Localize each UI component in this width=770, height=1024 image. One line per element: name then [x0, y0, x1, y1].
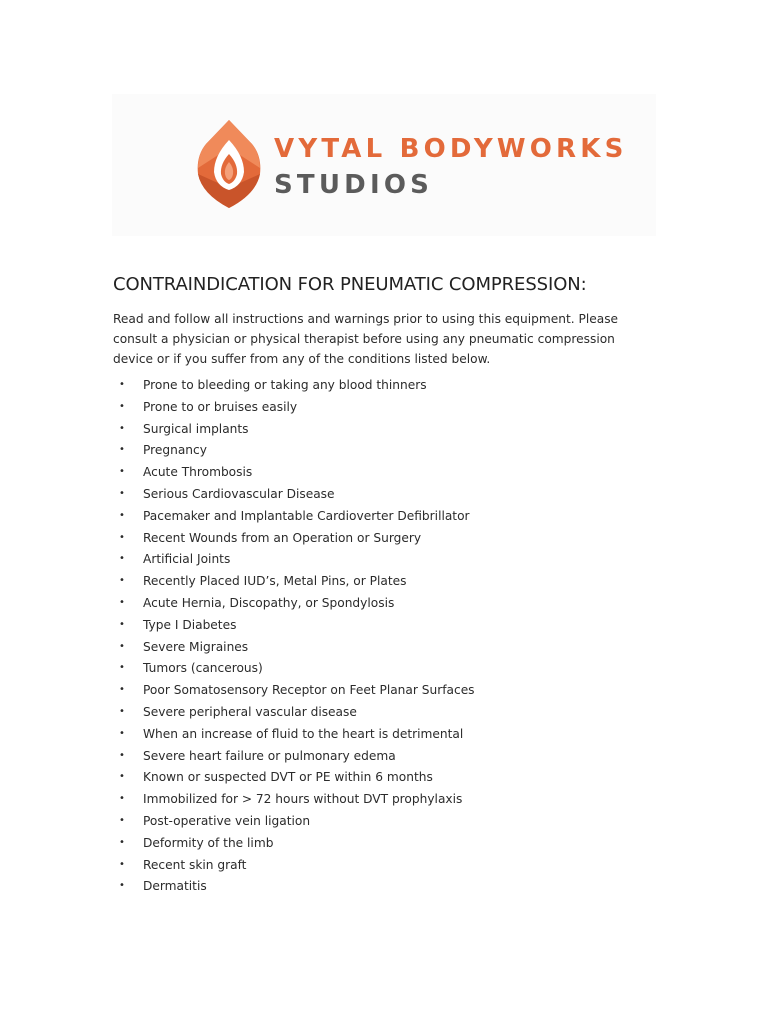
- list-item-text: Severe peripheral vascular disease: [143, 704, 357, 719]
- bullet-icon: •: [119, 684, 125, 696]
- bullet-icon: •: [119, 705, 125, 717]
- list-item-text: Tumors (cancerous): [143, 661, 263, 676]
- list-item-text: Severe Migraines: [143, 639, 249, 654]
- bullet-icon: •: [119, 422, 125, 434]
- bullet-icon: •: [119, 793, 125, 805]
- list-item-text: Post-operative vein ligation: [143, 813, 311, 828]
- list-item-text: Prone to or bruises easily: [143, 399, 298, 414]
- list-item-text: Type I Diabetes: [143, 617, 237, 632]
- bullet-icon: •: [119, 662, 125, 674]
- bullet-icon: •: [119, 575, 125, 587]
- intro-paragraph: Read and follow all instructions and warnings prior to using this equipment. Please consult a physician or physical therapist before using any pneumatic compression device or if you suffer from any of the conditions listed below.: [113, 312, 619, 366]
- list-item-text: Recent Wounds from an Operation or Surgery: [143, 530, 422, 545]
- bullet-icon: •: [119, 531, 125, 543]
- bullet-icon: •: [119, 466, 125, 478]
- bullet-icon: •: [119, 771, 125, 783]
- bullet-icon: •: [119, 880, 125, 892]
- bullet-icon: •: [119, 487, 125, 499]
- list-item-text: Artificial Joints: [143, 552, 231, 567]
- list-item-text: Prone to bleeding or taking any blood thinners: [143, 378, 427, 392]
- flame-leaf-icon: [194, 118, 264, 210]
- bullet-icon: •: [119, 400, 125, 412]
- list-item-text: Recently Placed IUD’s, Metal Pins, or Plates: [143, 574, 407, 589]
- bullet-icon: •: [119, 553, 125, 565]
- list-item-text: Surgical implants: [143, 421, 249, 436]
- list-item-text: Serious Cardiovascular Disease: [143, 486, 335, 501]
- list-item-text: Immobilized for > 72 hours without DVT prophylaxis: [143, 792, 463, 807]
- list-item-text: Severe heart failure or pulmonary edema: [143, 748, 396, 763]
- list-item-text: Recent skin graft: [143, 857, 247, 872]
- page-title: CONTRAINDICATION FOR PNEUMATIC COMPRESSION:: [113, 274, 587, 295]
- bullet-icon: •: [119, 444, 125, 456]
- list-item-text: Acute Hernia, Discopathy, or Spondylosis: [143, 595, 395, 610]
- bullet-icon: •: [119, 596, 125, 608]
- bullet-icon: •: [119, 727, 125, 739]
- list-item-text: When an increase of fluid to the heart is detrimental: [143, 726, 464, 741]
- list-item-text: Deformity of the limb: [143, 835, 274, 850]
- bullet-icon: •: [119, 509, 125, 521]
- bullet-icon: •: [119, 379, 125, 390]
- bullet-icon: •: [119, 836, 125, 848]
- logo-wordmark-line2: STUDIOS: [274, 170, 434, 200]
- bullet-icon: •: [119, 814, 125, 826]
- list-item-text: Pacemaker and Implantable Cardioverter Defibrillator: [143, 508, 470, 523]
- list-item-text: Poor Somatosensory Receptor on Feet Planar Surfaces: [143, 683, 475, 698]
- bullet-icon: •: [119, 618, 125, 630]
- company-logo: [112, 94, 656, 236]
- list-item-text: Acute Thrombosis: [143, 465, 253, 480]
- logo-wordmark-line1: VYTAL BODYWORKS: [274, 134, 628, 164]
- bullet-icon: •: [119, 640, 125, 652]
- list-item-text: Pregnancy: [143, 443, 207, 458]
- bullet-icon: •: [119, 858, 125, 870]
- list-item-text: Dermatitis: [143, 879, 207, 894]
- bullet-icon: •: [119, 749, 125, 761]
- list-item-text: Known or suspected DVT or PE within 6 months: [143, 770, 433, 785]
